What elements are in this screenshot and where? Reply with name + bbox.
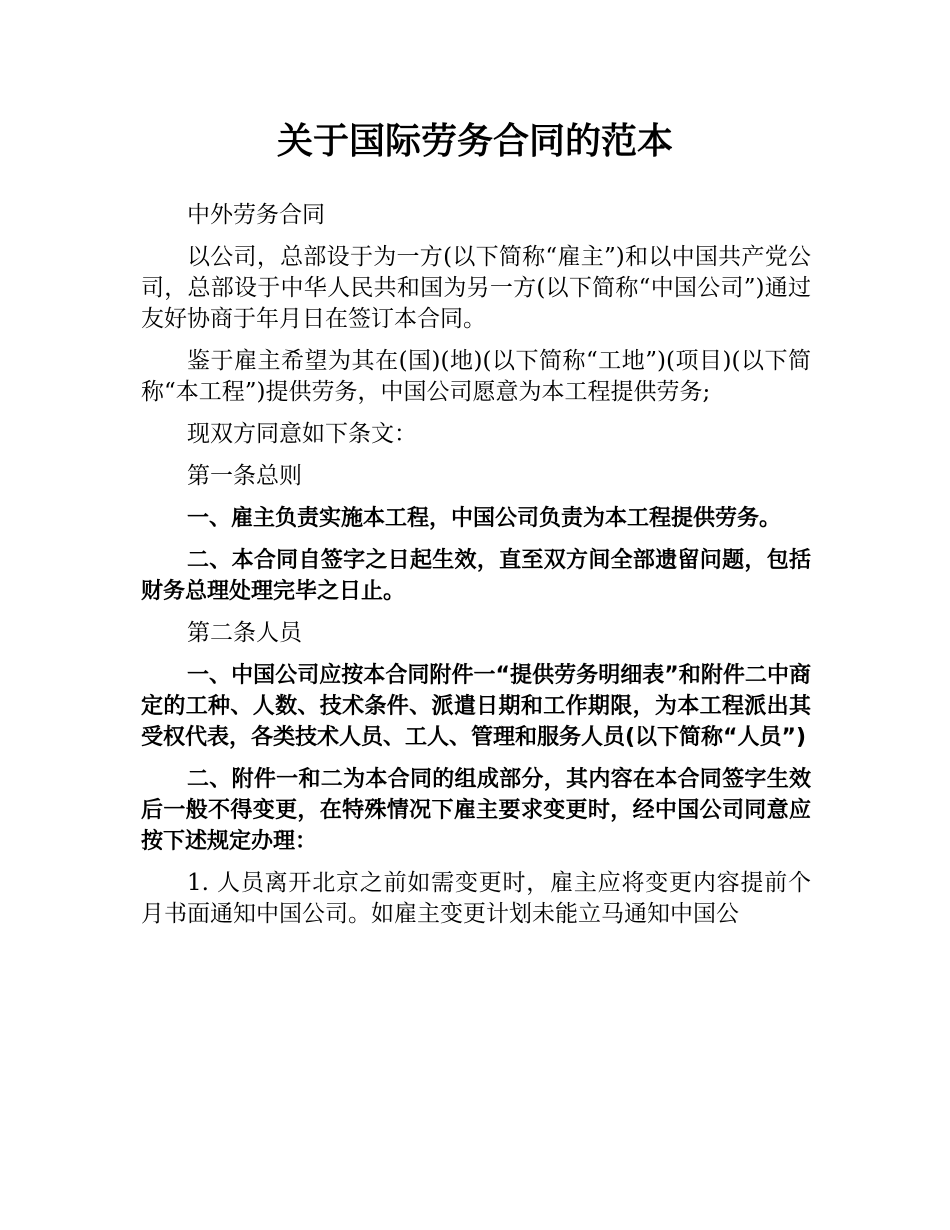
- article-2-clause-1: 一、中国公司应按本合同附件一“提供劳务明细表”和附件二中商定的工种、人数、技术条件、派遣日期和工作期限，为本工程派出其受权代表，各类技术人员、工人、管理和服务人员(以下简称“人员”): [141, 663, 811, 750]
- article-2-clause-2: 二、附件一和二为本合同的组成部分，其内容在本合同签字生效后一般不得变更，在特殊情况下雇主要求变更时，经中国公司同意应按下述规定办理：: [141, 767, 811, 854]
- paragraph-parties: 以公司，总部设于为一方(以下简称“雇主”)和以中国共产党公司，总部设于中华人民共和国为另一方(以下简称“中国公司”)通过友好协商于年月日在签订本合同。: [141, 244, 811, 332]
- article-2-item-1: 1. 人员离开北京之前如需变更时，雇主应将变更内容提前个月书面通知中国公司。如雇主变更计划未能立马通知中国公: [141, 870, 811, 927]
- article-1-clause-1: 一、雇主负责实施本工程，中国公司负责为本工程提供劳务。: [187, 506, 782, 531]
- article-2-heading: 第二条人员: [187, 620, 302, 646]
- paragraph-agreement-intro: 现双方同意如下条文：: [187, 421, 417, 447]
- article-1-heading: 第一条总则: [187, 463, 302, 489]
- paragraph-contract-name: 中外劳务合同: [187, 202, 325, 228]
- document-body: [141, 200, 811, 941]
- article-1-clause-2: 二、本合同自签字之日起生效，直至双方间全部遗留问题，包括财务总理处理完毕之日止。: [141, 548, 811, 604]
- paragraph-whereas: 鉴于雇主希望为其在(国)(地)(以下简称“工地”)(项目)(以下简称“本工程”)提供劳务，中国公司愿意为本工程提供劳务;: [141, 348, 811, 405]
- document-title: 关于国际劳务合同的范本: [276, 121, 673, 162]
